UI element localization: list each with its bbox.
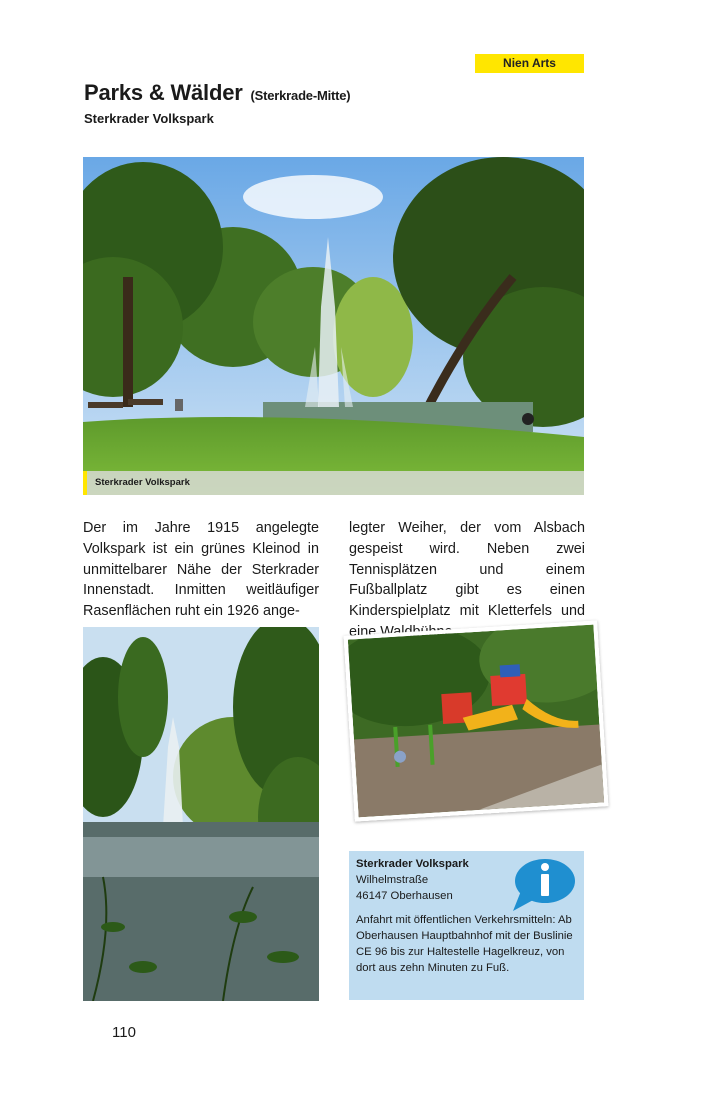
page-subtitle: Sterkrader Volkspark [84,111,214,126]
playground-image [348,625,604,818]
info-speech-bubble-icon [511,857,577,913]
caption-accent-bar [83,471,87,495]
page-title [84,80,350,106]
pond-fountain-image [83,627,319,1001]
pond-photo [83,627,319,1001]
info-street: Wilhelmstraße [356,874,429,886]
info-name: Sterkrader Volkspark [356,858,469,870]
page-number: 110 [112,1024,136,1041]
playground-photo [344,620,609,821]
caption-text: Sterkrader Volkspark [95,477,190,488]
body-text-column-2: legter Weiher, der vom Alsbach gespeist wird. Neben zwei Tennisplätzen und einem Fußballplatz gibt es einen Kinderspielplatz mit Kletterfels und eine Waldbühne. [349,520,585,640]
category-tag: Nien Arts [475,54,584,73]
photo-caption [83,471,584,495]
body-text-column-1: Der im Jahre 1915 angelegte Volkspark ist ein grünes Kleinod in unmittelbarer Nähe der Sterkrader Innenstadt. Inmitten weitläufiger Rasenflächen ruht ein 1926 ange- [83,520,319,620]
park-fountain-image [83,157,584,495]
info-city: 46147 Oberhausen [356,890,453,902]
info-directions: Anfahrt mit öffentlichen Verkehrsmitteln: Ab Oberhausen Hauptbahnhof mit der Buslinie CE 96 bis zur Haltestelle Hagelkreuz, von dort aus zehn Minuten zu Fuß. [356,914,573,974]
info-box [349,851,584,1000]
hero-photo [83,157,584,495]
title-district: (Sterkrade-Mitte) [250,88,351,103]
title-main: Parks & Wälder [84,80,243,105]
